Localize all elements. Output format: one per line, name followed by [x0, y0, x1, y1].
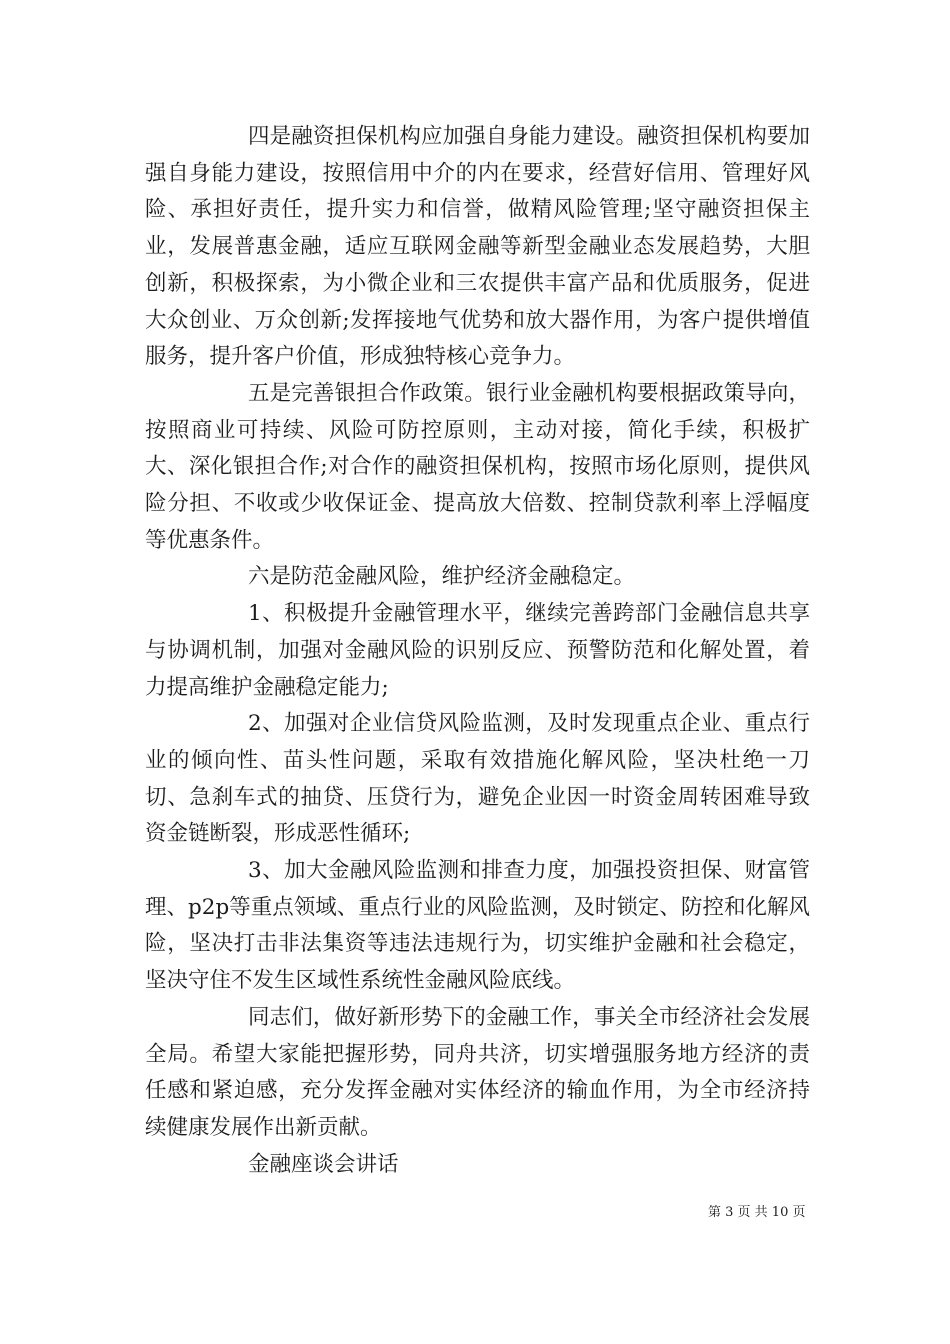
paragraph-closing: 同志们，做好新形势下的金融工作，事关全市经济社会发展全局。希望大家能把握形势，同舟共济，切实增强服务地方经济的责任感和紧迫感，充分发挥金融对实体经济的输血作用，为全市经济持续健康发展作出新贡献。 [145, 1004, 810, 1140]
paragraph-item-2: 2、加强对企业信贷风险监测，及时发现重点企业、重点行业的倾向性、苗头性问题，采取有效措施化解风险，坚决杜绝一刀切、急刹车式的抽贷、压贷行为，避免企业因一时资金周转困难导致资金链断裂，形成恶性循环; [145, 711, 810, 847]
page-number: 第 3 页 共 10 页 [708, 1205, 806, 1220]
paragraph-guarantee-capacity: 四是融资担保机构应加强自身能力建设。融资担保机构要加强自身能力建设，按照信用中介的内在要求，经营好信用、管理好风险、承担好责任，提升实力和信誉，做精风险管理;坚守融资担保主业，发展普惠金融，适应互联网金融等新型金融业态发展趋势，大胆创新，积极探索，为小微企业和三农提供丰富产品和优质服务，促进大众创业、万众创新;发挥接地气优势和放大器作用，为客户提供增值服务，提升客户价值，形成独特核心竞争力。 [145, 124, 810, 370]
paragraph-risk-prevention-heading: 六是防范金融风险，维护经济金融稳定。 [248, 564, 636, 590]
document-body [145, 119, 810, 1183]
paragraph-item-1: 1、积极提升金融管理水平，继续完善跨部门金融信息共享与协调机制，加强对金融风险的识别反应、预警防范和化解处置，着力提高维护金融稳定能力; [145, 601, 810, 700]
paragraph-bank-guarantee-cooperation: 五是完善银担合作政策。银行业金融机构要根据政策导向，按照商业可持续、风险可防控原则，主动对接，简化手续，积极扩大、深化银担合作;对合作的融资担保机构，按照市场化原则，提供风险分担、不收或少收保证金、提高放大倍数、控制贷款利率上浮幅度等优惠条件。 [145, 380, 810, 553]
paragraph-item-3: 3、加大金融风险监测和排查力度，加强投资担保、财富管理、p2p等重点领域、重点行业的风险监测，及时锁定、防控和化解风险，坚决打击非法集资等违法违规行为，切实维护金融和社会稳定，坚决守住不发生区域性系统性金融风险底线。 [145, 858, 810, 994]
section-title: 金融座谈会讲话 [248, 1151, 399, 1177]
